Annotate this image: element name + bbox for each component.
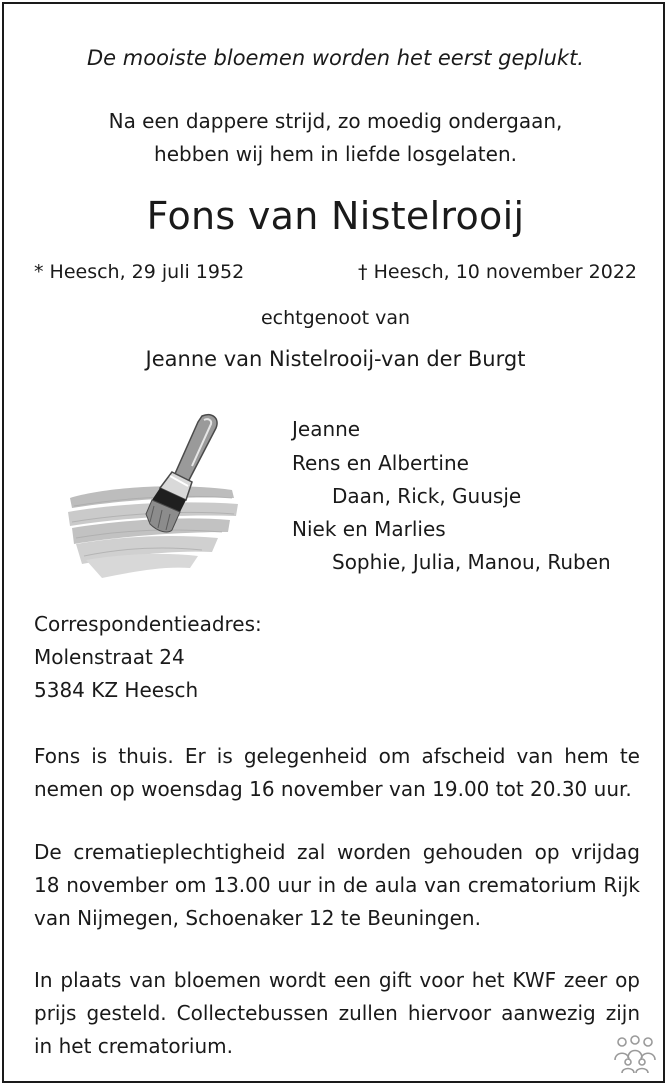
death-info: † Heesch, 10 november 2022 (358, 261, 637, 283)
visitation-paragraph: Fons is thuis. Er is gelegenheid om afscheid van hem te nemen op woensdag 16 november van 19.00 tot 20.30 uur. (34, 744, 640, 801)
address-label: Correspondentieadres: (34, 612, 262, 636)
deceased-name: Fons van Nistelrooij (146, 194, 525, 238)
birth-info: * Heesch, 29 juli 1952 (34, 261, 245, 283)
spouse-label: echtgenoot van (260, 307, 411, 329)
donation-paragraph: In plaats van bloemen wordt een gift voor het KWF zeer op prijs gesteld. Collectebussen zullen hiervoor aanwezig zijn in het crematorium. (34, 968, 640, 1058)
intro-line-2: hebben wij hem in liefde losgelaten. (154, 142, 517, 166)
family-member: Niek en Marlies (292, 517, 446, 541)
spouse-name: Jeanne van Nistelrooij-van der Burgt (145, 347, 526, 371)
family-grandchildren: Sophie, Julia, Manou, Ruben (332, 550, 611, 574)
address-street: Molenstraat 24 (34, 645, 185, 669)
family-grandchildren: Daan, Rick, Guusje (332, 484, 522, 508)
obituary-card (2, 2, 665, 1083)
motto: De mooiste bloemen worden het eerst geplukt. (87, 46, 584, 70)
family-member: Jeanne (292, 417, 361, 441)
people-group-icon (612, 1034, 658, 1074)
address-postal-city: 5384 KZ Heesch (34, 678, 199, 702)
cremation-paragraph: De crematieplechtigheid zal worden gehouden op vrijdag 18 november om 13.00 uur in de aula van crematorium Rijk van Nijmegen, Schoenaker 12 te Beuningen. (34, 840, 640, 930)
paintbrush-icon (62, 406, 242, 584)
intro-line-1: Na een dappere strijd, zo moedig ondergaan, (108, 109, 563, 133)
family-member: Rens en Albertine (292, 451, 469, 475)
